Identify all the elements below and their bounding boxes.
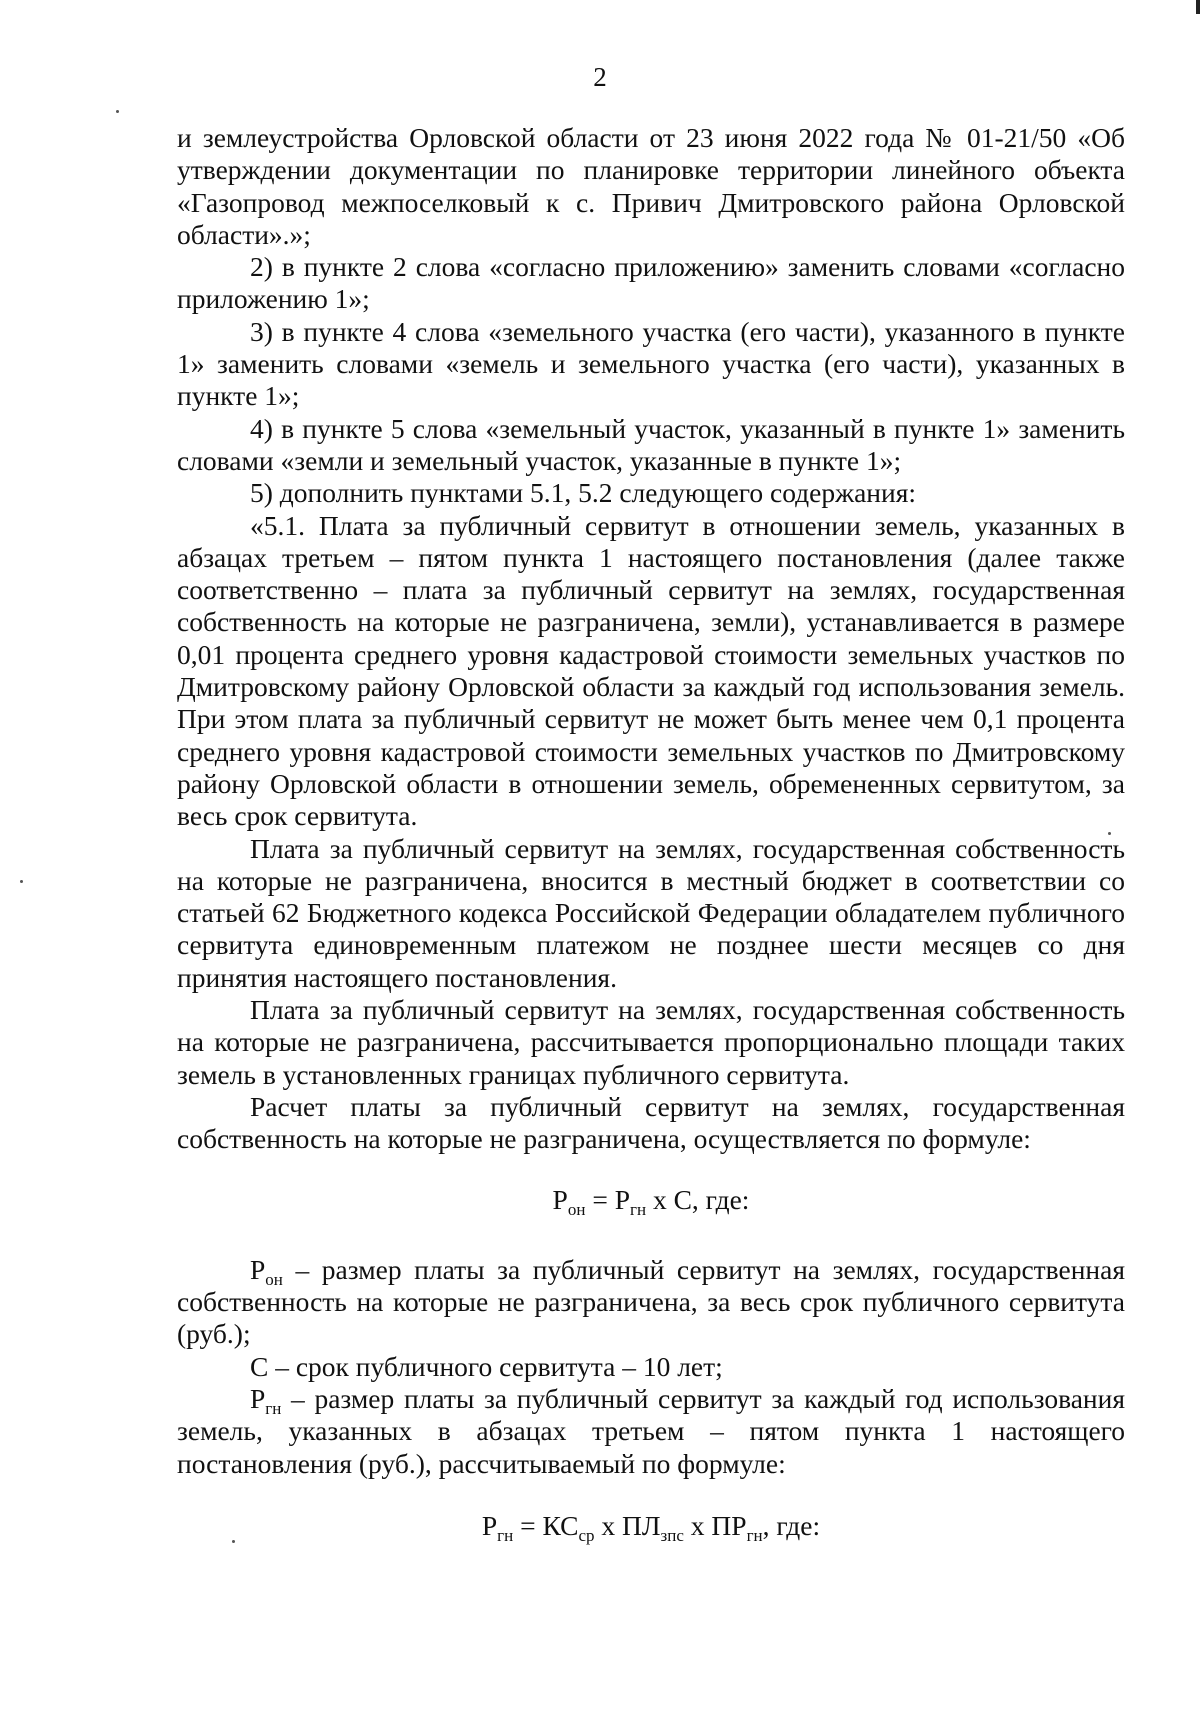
paragraph-continuation: и землеустройства Орловской области от 23 июня 2022 года № 01-21/50 «Об утверждении документации по планировке территории линейного объекта «Газопровод межпоселковый к с. Привич Дмитровского района Орловской области».»; <box>177 122 1125 250</box>
scan-speck <box>20 880 23 883</box>
paragraph-item-5: 5) дополнить пунктами 5.1, 5.2 следующего содержания: <box>250 477 917 509</box>
paragraph-item-3: 3) в пункте 4 слова «земельного участка (его части), указанного в пункте 1» заменить словами «земель и земельного участка (его части), указанных в пункте 1»; <box>177 315 1125 412</box>
paragraph-payment-proportional: Плата за публичный сервитут на землях, государственная собственность на которые не разграничена, рассчитывается пропорционально площади таких земель в установленных границах публичного сервитута. <box>177 994 1125 1090</box>
formula-total-payment: $Р_{он} = Р_{гн}$ х С, где: <box>552 1183 750 1219</box>
definition-annual-payment: $Р_{гн}$ – размер платы за публичный сервитут за каждый год использования земель, указанных в абзацах третьем – пятом пункта 1 настоящего постановления (руб.), рассчитываемый по формуле: <box>177 1382 1125 1479</box>
paragraph-calculation-intro: Расчет платы за публичный сервитут на землях, государственная собственность на которые не разграничена, осуществляется по формуле: <box>177 1090 1125 1155</box>
definition-term: С – срок публичного сервитута – 10 лет; <box>250 1350 723 1382</box>
paragraph-item-2: 2) в пункте 2 слова «согласно приложению» заменить словами «согласно приложению 1»; <box>177 251 1125 315</box>
scan-speck <box>116 110 119 113</box>
page-number: 2 <box>593 62 607 92</box>
scan-edge-mark <box>1196 0 1200 14</box>
paragraph-5-1: «5.1. Плата за публичный сервитут в отношении земель, указанных в абзацах третьем – пятом пункта 1 настоящего постановления (далее также соответственно – плата за публичный сервитут на землях, государственная собственность на которые не разграничена, земли), устанавливается в размере 0,01 процента среднего уровня кадастровой стоимости земельных участков по Дмитровскому району Орловской области за каждый год использования земель. При этом плата за публичный сервитут не может быть менее чем 0,1 процента среднего уровня кадастровой стоимости земельных участков по Дмитровскому району Орловской области в отношении земель, обремененных сервитутом, за весь срок сервитута. <box>177 509 1125 832</box>
definition-total-payment: $Р_{он}$ – размер платы за публичный сервитут на землях, государственная собственность на которые не разграничена, за весь срок публичного сервитута (руб.); <box>177 1253 1125 1350</box>
paragraph-item-4: 4) в пункте 5 слова «земельный участок, указанный в пункте 1» заменить словами «земли и земельный участок, указанные в пункте 1»; <box>177 412 1125 476</box>
document-body <box>177 122 1125 1580</box>
paragraph-payment-budget: Плата за публичный сервитут на землях, государственная собственность на которые не разграничена, вносится в местный бюджет в соответствии со статьей 62 Бюджетного кодекса Российской Федерации обладателем публичного сервитута единовременным платежом не позднее шести месяцев со дня принятия настоящего постановления. <box>177 832 1125 993</box>
formula-annual-payment: $Р_{гн} = КС_{ср}$ х $ПЛ_{зпс}$ х $ПР_{гн}$, где: <box>481 1509 821 1545</box>
